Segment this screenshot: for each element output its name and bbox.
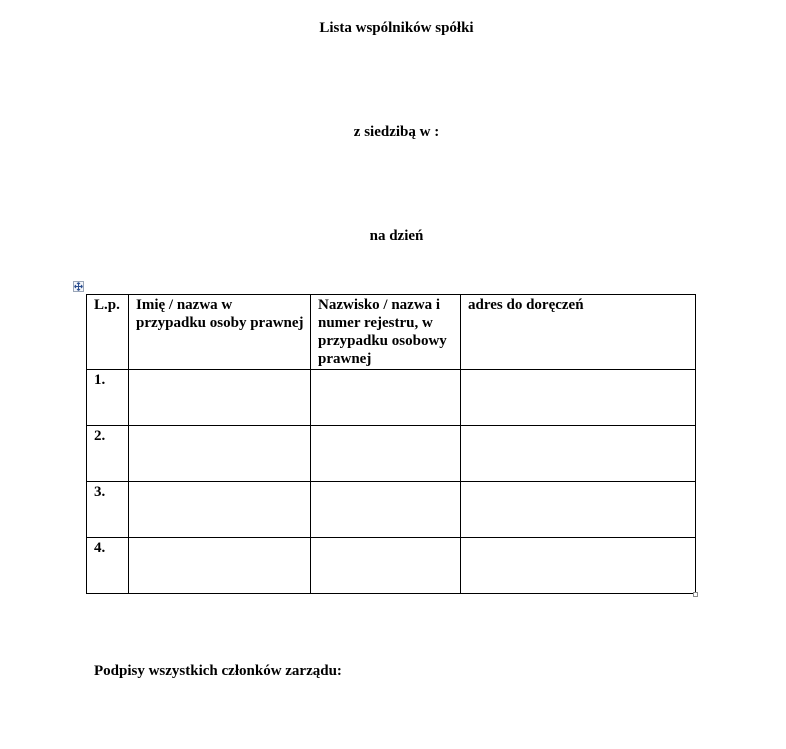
table-resize-handle[interactable] [693, 592, 698, 597]
address-cell[interactable] [461, 370, 696, 426]
header-address: adres do doręczeń [461, 295, 696, 370]
table-row [87, 538, 696, 594]
table-row [87, 482, 696, 538]
table-move-handle-icon[interactable] [73, 281, 84, 292]
address-cell[interactable] [461, 426, 696, 482]
date-label: na dzień [369, 228, 424, 244]
last-name-cell[interactable] [311, 370, 461, 426]
signatures-label: Podpisy wszystkich członków zarządu: [94, 663, 342, 679]
document-title: Lista wspólników spółki [319, 20, 474, 36]
row-number[interactable]: 4. [87, 538, 129, 594]
seat-label: z siedzibą w : [353, 124, 440, 140]
address-cell[interactable] [461, 538, 696, 594]
header-lp: L.p. [87, 295, 129, 370]
table-row [87, 426, 696, 482]
first-name-cell[interactable] [129, 370, 311, 426]
first-name-cell[interactable] [129, 482, 311, 538]
table-row [87, 370, 696, 426]
header-first-name: Imię / nazwa w przypadku osoby prawnej [129, 295, 311, 370]
first-name-cell[interactable] [129, 426, 311, 482]
first-name-cell[interactable] [129, 538, 311, 594]
row-number[interactable]: 2. [87, 426, 129, 482]
last-name-cell[interactable] [311, 426, 461, 482]
header-last-name-registry: Nazwisko / nazwa i numer rejestru, w przypadku osobowy prawnej [311, 295, 461, 370]
address-cell[interactable] [461, 482, 696, 538]
members-table [86, 294, 696, 594]
last-name-cell[interactable] [311, 482, 461, 538]
last-name-cell[interactable] [311, 538, 461, 594]
table-header-row [87, 295, 696, 370]
row-number[interactable]: 1. [87, 370, 129, 426]
row-number[interactable]: 3. [87, 482, 129, 538]
